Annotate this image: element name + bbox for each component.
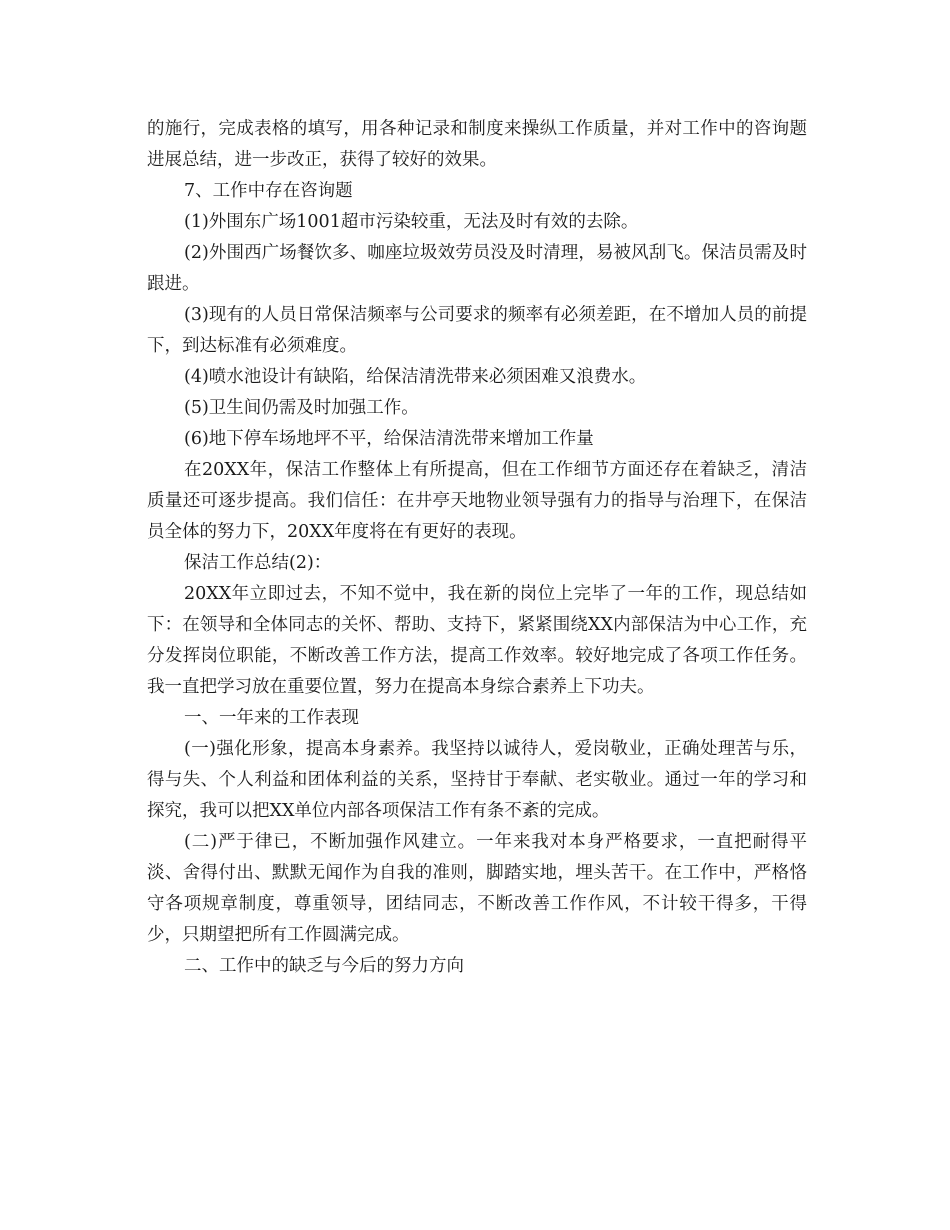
- paragraph: (1)外围东广场1001超市污染较重，无法及时有效的去除。: [184, 212, 639, 232]
- paragraph: 7、工作中存在咨询题: [184, 181, 353, 201]
- paragraph: (一)强化形象，提高本身素养。我坚持以诚待人，爱岗敬业，正确处理苦与乐，得与失、个人利益和团体利益的关系，坚持甘于奉献、老实敬业。通过一年的学习和探究，我可以把XX单位内部各项保洁工作有条不紊的完成。: [147, 739, 807, 821]
- paragraph: (4)喷水池设计有缺陷，给保洁清洗带来必须困难又浪费水。: [184, 367, 647, 387]
- paragraph: (6)地下停车场地坪不平，给保洁清洗带来增加工作量: [184, 429, 594, 449]
- paragraph: (3)现有的人员日常保洁频率与公司要求的频率有必须差距，在不增加人员的前提下，到达标准有必须难度。: [147, 305, 807, 356]
- section-heading: 一、一年来的工作表现: [184, 708, 359, 728]
- paragraph: (5)卫生间仍需及时加强工作。: [184, 398, 419, 418]
- paragraph: 在20XX年，保洁工作整体上有所提高，但在工作细节方面还存在着缺乏，清洁质量还可逐步提高。我们信任：在井亭天地物业领导强有力的指导与治理下，在保洁员全体的努力下，20XX年度将在有更好的表现。: [147, 460, 807, 542]
- document-body: [147, 114, 807, 982]
- paragraph: (2)外围西广场餐饮多、咖座垃圾效劳员没及时清理，易被风刮飞。保洁员需及时跟进。: [147, 243, 807, 294]
- section-heading: 二、工作中的缺乏与今后的努力方向: [184, 956, 464, 976]
- section-heading: 保洁工作总结(2)：: [184, 553, 332, 573]
- paragraph: (二)严于律已，不断加强作风建立。一年来我对本身严格要求，一直把耐得平淡、舍得付出、默默无闻作为自我的准则，脚踏实地，埋头苦干。在工作中，严格恪守各项规章制度，尊重领导，团结同志，不断改善工作作风，不计较干得多，干得少，只期望把所有工作圆满完成。: [147, 832, 807, 945]
- paragraph: 的施行，完成表格的填写，用各种记录和制度来操纵工作质量，并对工作中的咨询题进展总结，进一步改正，获得了较好的效果。: [147, 119, 807, 170]
- paragraph: 20XX年立即过去，不知不觉中，我在新的岗位上完毕了一年的工作，现总结如下：在领导和全体同志的关怀、帮助、支持下，紧紧围绕XX内部保洁为中心工作，充分发挥岗位职能，不断改善工作方法，提高工作效率。较好地完成了各项工作任务。我一直把学习放在重要位置，努力在提高本身综合素养上下功夫。: [147, 584, 807, 697]
